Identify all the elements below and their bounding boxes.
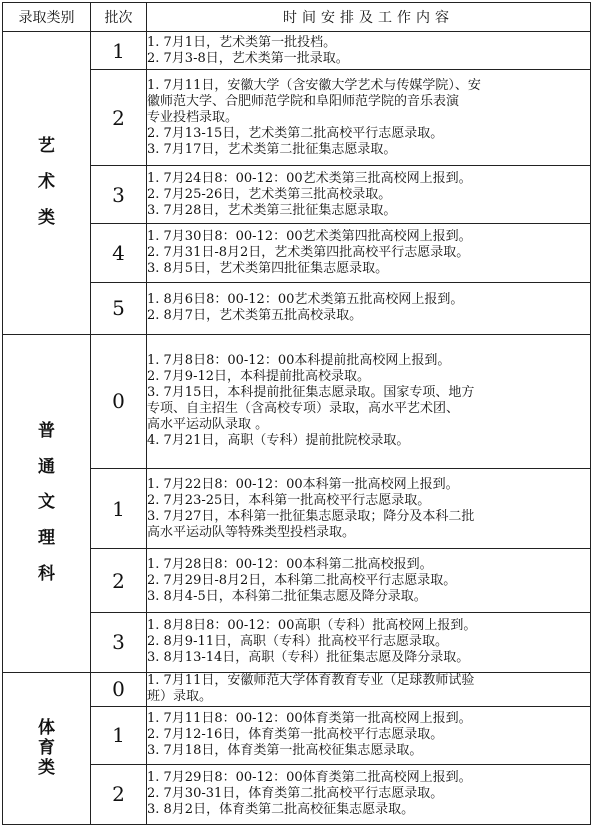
content-line: 3. 8月5日，艺术类第四批征集志愿录取。	[147, 261, 389, 277]
category-label: 体 育 类	[38, 717, 55, 779]
batch-cell: 0	[91, 672, 147, 706]
table-row	[3, 706, 591, 764]
content-cell	[147, 469, 591, 549]
category-cell	[3, 672, 91, 824]
content-line: 3. 7月15日，本科提前批征集志愿录取。国家专项、地方	[147, 385, 475, 401]
table-row	[3, 613, 591, 672]
batch-cell: 1	[91, 706, 147, 764]
batch-cell: 2	[91, 549, 147, 613]
content-line: 1. 7月22日8：00-12：00本科第一批高校网上报到。	[147, 476, 459, 492]
content-line: 2. 7月29日-8月2日，本科第二批高校平行志愿录取。	[147, 572, 457, 588]
content-line: 1. 7月30日8：00-12：00艺术类第四批高校网上报到。	[147, 229, 472, 245]
batch-cell: 5	[91, 282, 147, 334]
batch-cell: 3	[91, 613, 147, 672]
content-cell	[147, 706, 591, 764]
content-line: 3. 7月17日，艺术类第二批征集志愿录取。	[147, 141, 397, 157]
table-row	[3, 469, 591, 549]
content-line: 3. 8月2日，体育类第二批高校征集志愿录取。	[147, 802, 415, 818]
batch-cell: 2	[91, 70, 147, 166]
content-line: 2. 7月12-16日，体育类第一批高校平行志愿录取。	[147, 727, 444, 743]
content-line: 2. 7月3-8日，艺术类第一批录取。	[147, 50, 349, 66]
batch-cell: 0	[91, 334, 147, 468]
admission-schedule-table	[2, 2, 591, 825]
table-row	[3, 70, 591, 166]
content-cell	[147, 166, 591, 224]
table-row	[3, 282, 591, 334]
content-line: 高水平运动队录取 。	[147, 417, 269, 433]
content-line: 高水平运动队等特殊类型投档录取。	[147, 524, 356, 540]
category-cell	[3, 32, 91, 335]
content-line: 1. 7月1日，艺术类第一批投档。	[147, 34, 337, 50]
content-cell	[147, 334, 591, 468]
content-cell	[147, 32, 591, 70]
table-row	[3, 32, 591, 70]
header-batch: 批次	[91, 3, 147, 32]
schedule-body	[3, 32, 591, 825]
content-line: 班）录取。	[147, 689, 213, 705]
category-cell	[3, 334, 91, 672]
content-line: 2. 8月7日，艺术类第五批高校录取。	[147, 308, 363, 324]
content-cell	[147, 70, 591, 166]
content-line: 3. 8月13-14日，高职（专科）批征集志愿及降分录取。	[147, 650, 470, 666]
content-line: 3. 7月18日，体育类第一批高校征集志愿录取。	[147, 743, 423, 759]
content-line: 1. 7月11日8：00-12：00体育类第一批高校网上报到。	[147, 711, 472, 727]
batch-cell: 3	[91, 166, 147, 224]
content-line: 2. 7月31日-8月2日，艺术类第四批高校平行志愿录取。	[147, 245, 470, 261]
content-line: 4. 7月21日，高职（专科）提前批院校录取。	[147, 433, 410, 449]
content-line: 1. 7月28日8：00-12：00本科第二批高校报到。	[147, 556, 433, 572]
content-line: 2. 7月13-15日，艺术类第二批高校平行志愿录取。	[147, 125, 444, 141]
content-line: 2. 7月25-26日，艺术类第三批高校录取。	[147, 186, 392, 202]
content-line: 3. 7月28日，艺术类第三批征集志愿录取。	[147, 202, 397, 218]
batch-cell: 1	[91, 32, 147, 70]
content-line: 3. 8月4-5日，本科第二批征集志愿及降分录取。	[147, 588, 427, 604]
header-content: 时间安排及工作内容	[147, 3, 591, 32]
content-cell	[147, 224, 591, 282]
table-row	[3, 334, 591, 468]
content-line: 1. 8月8日8：00-12：00高职（专科）批高校网上报到。	[147, 618, 477, 634]
content-line: 2. 7月23-25日，本科第一批高校平行志愿录取。	[147, 492, 431, 508]
content-line: 专项、自主招生（含高校专项）录取，高水平艺术团、	[147, 401, 460, 417]
category-label: 普 通 文 理 科	[38, 420, 55, 584]
content-line: 1. 7月11日，安徽师范大学体育教育专业（足球教师试验	[147, 673, 475, 689]
content-line: 1. 7月11日，安徽大学（含安徽大学艺术与传媒学院）、安	[147, 77, 481, 93]
table-row	[3, 549, 591, 613]
batch-cell: 1	[91, 469, 147, 549]
content-cell	[147, 613, 591, 672]
content-line: 2. 7月9-12日，本科提前批高校录取。	[147, 369, 371, 385]
table-row	[3, 672, 591, 706]
content-line: 1. 7月24日8：00-12：00艺术类第三批高校网上报到。	[147, 170, 472, 186]
category-label: 艺 术 类	[38, 136, 55, 228]
content-line: 3. 7月27日，本科第一批征集志愿录取；降分及本科二批	[147, 508, 475, 524]
table-row	[3, 224, 591, 282]
content-cell	[147, 672, 591, 706]
content-cell	[147, 282, 591, 334]
table-row	[3, 166, 591, 224]
content-line: 1. 7月29日8：00-12：00体育类第二批高校网上报到。	[147, 770, 472, 786]
content-line: 专业投档录取。	[147, 109, 239, 125]
content-line: 徽师范大学、合肥师范学院和阜阳师范学院的音乐表演	[147, 93, 460, 109]
content-cell	[147, 764, 591, 824]
content-line: 1. 8月6日8：00-12：00艺术类第五批高校网上报到。	[147, 292, 464, 308]
batch-cell: 2	[91, 764, 147, 824]
content-line: 2. 7月30-31日，体育类第二批高校平行志愿录取。	[147, 786, 444, 802]
table-row	[3, 764, 591, 824]
content-line: 1. 7月8日8：00-12：00本科提前批高校网上报到。	[147, 353, 451, 369]
content-cell	[147, 549, 591, 613]
header-row	[3, 3, 591, 32]
content-line: 2. 8月9-11日，高职（专科）批高校平行志愿录取。	[147, 634, 449, 650]
header-category: 录取类别	[3, 3, 91, 32]
batch-cell: 4	[91, 224, 147, 282]
